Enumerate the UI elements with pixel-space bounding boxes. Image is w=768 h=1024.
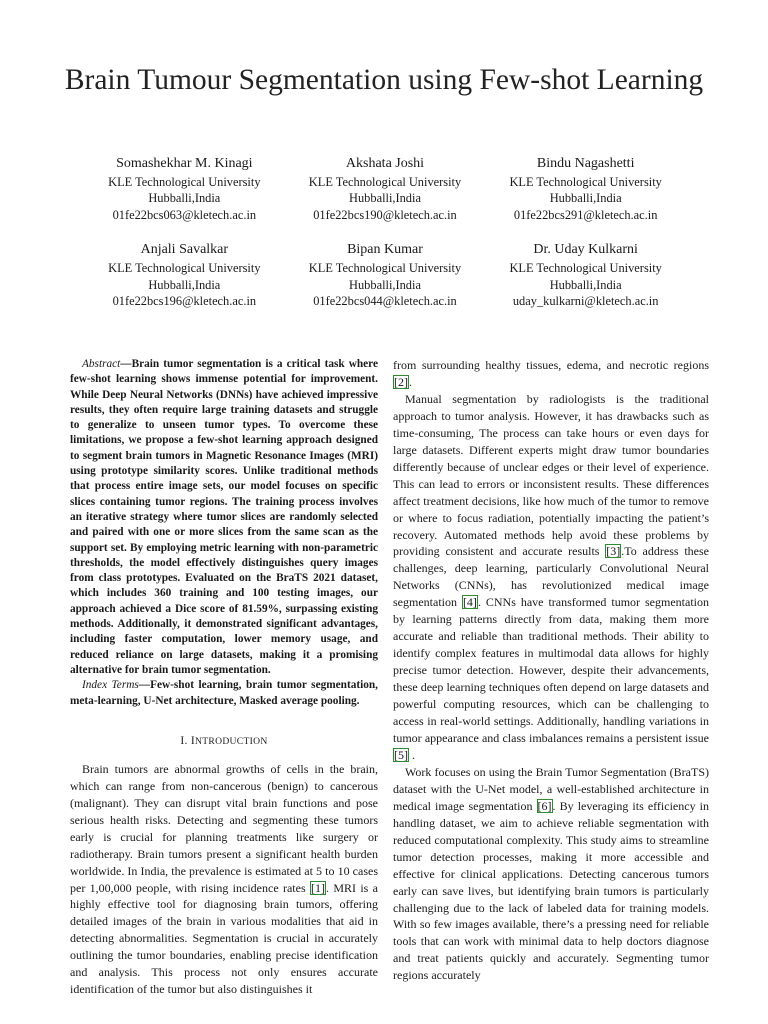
abstract-label: Abstract (82, 358, 121, 370)
author-card (84, 154, 285, 223)
author-block (84, 154, 686, 309)
author-email[interactable]: 01fe22bcs044@kletech.ac.in (313, 294, 457, 309)
author-location: Hubballi,India (349, 277, 421, 292)
section-heading-introduction (70, 735, 378, 747)
author-name: Bindu Nagashetti (536, 156, 635, 171)
index-terms-dash: — (138, 679, 151, 692)
author-affiliation: KLE Technological University (509, 175, 662, 189)
author-affiliation: KLE Technological University (108, 261, 261, 276)
paragraph-text: . CNNs have transformed tumor segmentation by learning patterns directly from data, making them more accurate and reliable than traditional methods. Their ability to identify complex features in multimodal data allows for highly precise tumor detection. However, despite their advancements, these deep learning techniques often depend on large datasets and powerful computing resources, which can be challenging to access in real-world settings. Additionally, handling variations in tumor appearance and class imbalances remains a persistent issue (393, 595, 709, 745)
author-card (485, 154, 686, 223)
author-card (285, 240, 486, 309)
author-email[interactable]: 01fe22bcs291@kletech.ac.in (513, 207, 658, 222)
paragraph-text: . MRI is a highly effective tool for diagnosing brain tumors, offering detailed images of the brain in various modalities that aid in detecting abnormalities. Segmentation is crucial in accurately outlining the tumor boundaries, enabling precise identification and analysis. This process not only ensures accurate identification of the tumor but also distinguishes it (70, 880, 379, 997)
citation-link[interactable]: [3] (606, 544, 621, 559)
abstract-text: Brain tumor segmentation is a critical task where few-shot learning shows immense potential for improvement. While Deep Neural Networks (DNNs) have achieved impressive results, they often require large training datasets and struggle to generalize to unseen tumor types. To overcome these limitations, we propose a few-shot learning approach designed to segment brain tumors in Magnetic Resonance Images (MRI) using prototype similarity scores. Unlike traditional methods that process entire image sets, our model focuses on specific slices containing tumor regions. The training process involves an iterative strategy where tumor slices are randomly selected and paired with one or more slices from the same scan as the support set. By employing metric learning with non-parametric thresholds, the model effectively distinguishes query images from class prototypes. Evaluated on the BraTS 2021 dataset, which includes 360 training and 100 testing images, our approach achieved a Dice score of 81.59%, surpassing existing methods. Additionally, it demonstrated significant advantages, including faster computation, lower memory usage, and reduced reliance on large datasets, making it a promising alternative for brain tumor segmentation. (70, 358, 378, 676)
left-column (70, 357, 378, 998)
author-location: Hubballi,India (148, 277, 221, 292)
right-paragraph-continued (393, 357, 709, 391)
author-affiliation: KLE Technological University (108, 175, 261, 189)
section-numeral: I. (180, 734, 188, 747)
author-location: Hubballi,India (148, 191, 221, 206)
citation-link[interactable]: [1] (310, 880, 325, 895)
author-card (84, 240, 285, 309)
intro-paragraph-1 (70, 761, 378, 998)
paragraph-text: .To address these challenges, deep learning, particularly Convolutional Neural Networks (CNNs), has revolutionized medical image segmentation (393, 544, 709, 610)
section-title-rest: NTRODUCTION (195, 735, 268, 747)
author-affiliation: KLE Technological University (308, 175, 462, 189)
author-card (285, 154, 486, 223)
paper-title: Brain Tumour Segmentation using Few-shot Learning (64, 64, 704, 96)
author-name: Akshata Joshi (345, 156, 425, 171)
abstract (70, 357, 378, 678)
index-terms-text: Few-shot learning, brain tumor segmentation, meta-learning, U-Net architecture, Masked average pooling. (70, 679, 379, 707)
author-affiliation: KLE Technological University (509, 261, 662, 276)
author-name: Bipan Kumar (347, 242, 423, 258)
author-name: Dr. Uday Kulkarni (533, 242, 638, 258)
paragraph-text: from surrounding healthy tissues, edema, and necrotic regions (393, 358, 709, 372)
author-email[interactable]: 01fe22bcs196@kletech.ac.in (112, 294, 257, 309)
paragraph-text: . By leveraging its efficiency in handling dataset, we aim to achieve reliable segmentation with reduced computational complexity. This study aims to streamline tumor detection processes, making it more accessible and effective for clinical applications. Detecting cancerous tumors early can save lives, but identifying brain tumors is particularly challenging due to the lack of labeled data for training models. With so few images available, there’s a pressing need for reliable tools that can work with minimal data to help doctors diagnose and treat patients quickly and accurately. Segmenting tumor regions accurately (393, 798, 709, 983)
index-terms-label: Index Terms (82, 679, 139, 692)
citation-link[interactable]: [6] (537, 798, 552, 813)
paragraph-text: . (409, 747, 415, 762)
author-name: Anjali Savalkar (140, 242, 229, 258)
right-paragraph-manual-segmentation (393, 391, 709, 764)
author-email[interactable]: 01fe22bcs190@kletech.ac.in (313, 207, 457, 222)
author-card (485, 240, 686, 309)
index-terms (70, 678, 378, 709)
citation-link[interactable]: [2] (394, 374, 408, 389)
author-email[interactable]: uday_kulkarni@kletech.ac.in (512, 294, 659, 309)
author-location: Hubballi,India (349, 191, 421, 206)
paragraph-text: Work focuses on using the Brain Tumor Segmentation (BraTS) dataset with the U-Net model, a well-established architecture in medical image segmentation (393, 764, 709, 813)
citation-link[interactable]: [4] (462, 595, 477, 610)
section-first-letter: I (190, 734, 196, 747)
paragraph-text: Brain tumors are abnormal growths of cells in the brain, which can range from non-cancerous (benign) to cancerous (malignant). They can disrupt vital brain functions and pose serious health risks. Detecting and segmenting these tumors early is crucial for planning treatments like surgery or radiotherapy. Brain tumors present a significant health burden worldwide. In India, the prevalence is estimated at 5 to 10 cases per 1,00,000 people, with rising incidence rates (70, 761, 378, 895)
abstract-dash: — (120, 358, 132, 370)
paragraph-text: . (409, 374, 412, 389)
author-location: Hubballi,India (549, 191, 622, 206)
citation-link[interactable]: [5] (394, 747, 408, 762)
right-paragraph-work-focus (393, 764, 709, 984)
author-name: Somashekhar M. Kinagi (116, 156, 253, 171)
author-location: Hubballi,India (549, 277, 622, 292)
right-column (393, 357, 709, 984)
author-affiliation: KLE Technological University (308, 261, 462, 276)
paragraph-text: Manual segmentation by radiologists is the traditional approach to tumor analysis. However, it has drawbacks such as time-consuming, The process can take hours or even days for large datasets. Different experts might draw tumor boundaries differently because of unclear edges or their level of experience. This can lead to errors or inconsistent results. These differences affect treatment decisions, like how much of the tumor to remove or where to focus radiation, potentially impacting the patient’s recovery. Automated methods help avoid these problems by providing consistent and accurate results (393, 391, 709, 559)
author-email[interactable]: 01fe22bcs063@kletech.ac.in (112, 207, 257, 222)
